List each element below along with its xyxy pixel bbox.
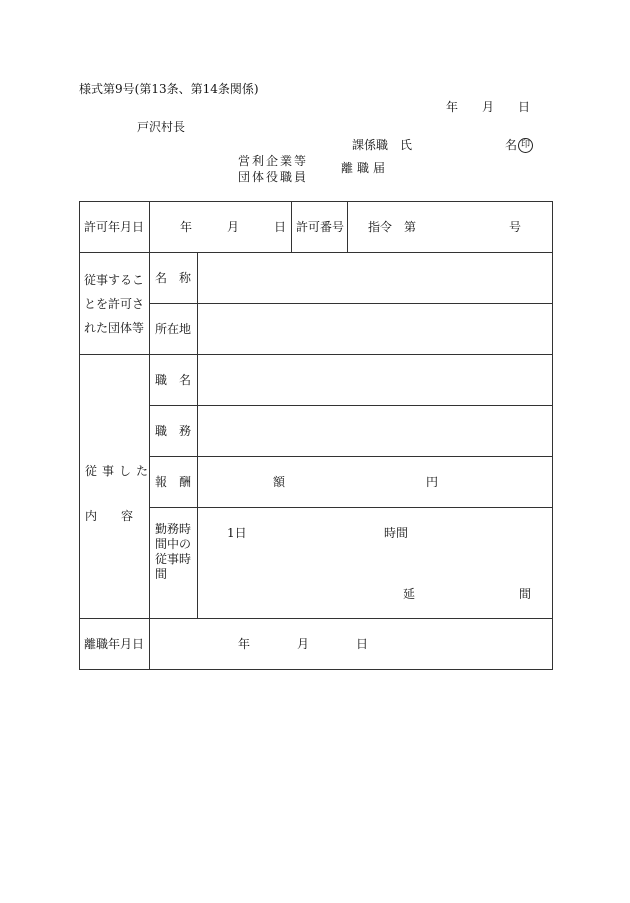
resignation-form-table [79,201,553,670]
title-left-line-1: 営利企業等 [238,154,309,168]
duty-label: 職 務 [155,424,192,438]
permit-number-value-cell[interactable] [348,202,553,253]
permit-date-day: 日 [274,220,287,234]
org-address-label: 所在地 [155,322,192,336]
org-name-value-cell[interactable] [198,253,553,304]
work-hours-label-line-4: 間 [155,567,168,581]
org-label-line-2: とを許可さ [84,296,145,311]
work-hours-row [80,508,553,619]
content-label-line-2: 内 容 [85,508,134,523]
permit-number-label: 許可番号 [296,220,345,234]
permit-number-prefix: 指令 [368,220,393,234]
pay-label-cell [150,457,198,508]
name-suffix-label: 名 [505,138,518,152]
work-hours-label-cell [150,508,198,619]
permit-date-label-cell [80,202,150,253]
permit-date-value-cell[interactable] [150,202,292,253]
pay-label: 報 酬 [155,475,192,489]
org-label-line-1: 従事するこ [84,272,145,287]
pay-amount-label: 額 [273,475,286,489]
org-address-row [80,304,553,355]
permit-date-year: 年 [180,220,193,234]
date-month-label: 月 [482,100,495,114]
job-title-label-cell [150,355,198,406]
job-title-row [80,355,553,406]
resign-month: 月 [297,637,310,651]
form-number: 様式第9号(第13条、第14条関係) [79,82,259,96]
permit-date-label: 許可年月日 [84,220,145,234]
pay-value-cell[interactable] [198,457,553,508]
org-name-label-cell [150,253,198,304]
permit-row [80,202,553,253]
date-year-label: 年 [446,100,459,114]
hours-unit: 時間 [384,526,409,540]
pay-yen: 円 [426,475,439,489]
permit-number-dai: 第 [404,220,417,234]
resign-year: 年 [238,637,251,651]
content-label-cell [80,355,154,619]
org-name-label: 名 称 [155,271,192,285]
work-hours-label-line-2: 間中の [155,537,192,551]
work-hours-label-line-3: 従事時 [155,552,192,566]
resign-date-value-cell[interactable] [150,619,553,670]
work-hours-label-line-1: 勤務時 [155,522,192,536]
content-label-line-1: 従事した [85,463,154,478]
duty-label-cell [150,406,198,457]
org-label-line-3: れた団体等 [84,320,145,335]
job-title-label: 職 名 [155,373,192,387]
org-address-label-cell [150,304,198,355]
duty-row [80,406,553,457]
per-day-label: 1日 [227,526,247,540]
resign-date-row [80,619,553,670]
resign-date-label: 離職年月日 [84,637,145,651]
document-title: 離職届 [341,161,390,175]
addressee: 戸沢村長 [137,120,186,134]
name-label: 氏 [400,138,413,152]
pay-row [80,457,553,508]
org-address-value-cell[interactable] [198,304,553,355]
permit-date-month: 月 [227,220,240,234]
seal-icon: 印 [518,138,533,153]
name-suffix-with-seal [505,138,533,153]
date-day-label: 日 [518,100,531,114]
resign-date-label-cell [80,619,150,670]
total-unit: 間 [519,587,532,601]
org-name-row [80,253,553,304]
work-hours-value-cell[interactable] [198,508,553,619]
permit-number-label-cell [292,202,348,253]
position-label: 課係職 [352,138,389,152]
job-title-value-cell[interactable] [198,355,553,406]
resign-day: 日 [356,637,369,651]
permit-number-go: 号 [509,220,522,234]
title-left-line-2: 団体役職員 [238,170,309,184]
total-label: 延 [403,587,416,601]
org-label-cell [80,253,150,355]
duty-value-cell[interactable] [198,406,553,457]
